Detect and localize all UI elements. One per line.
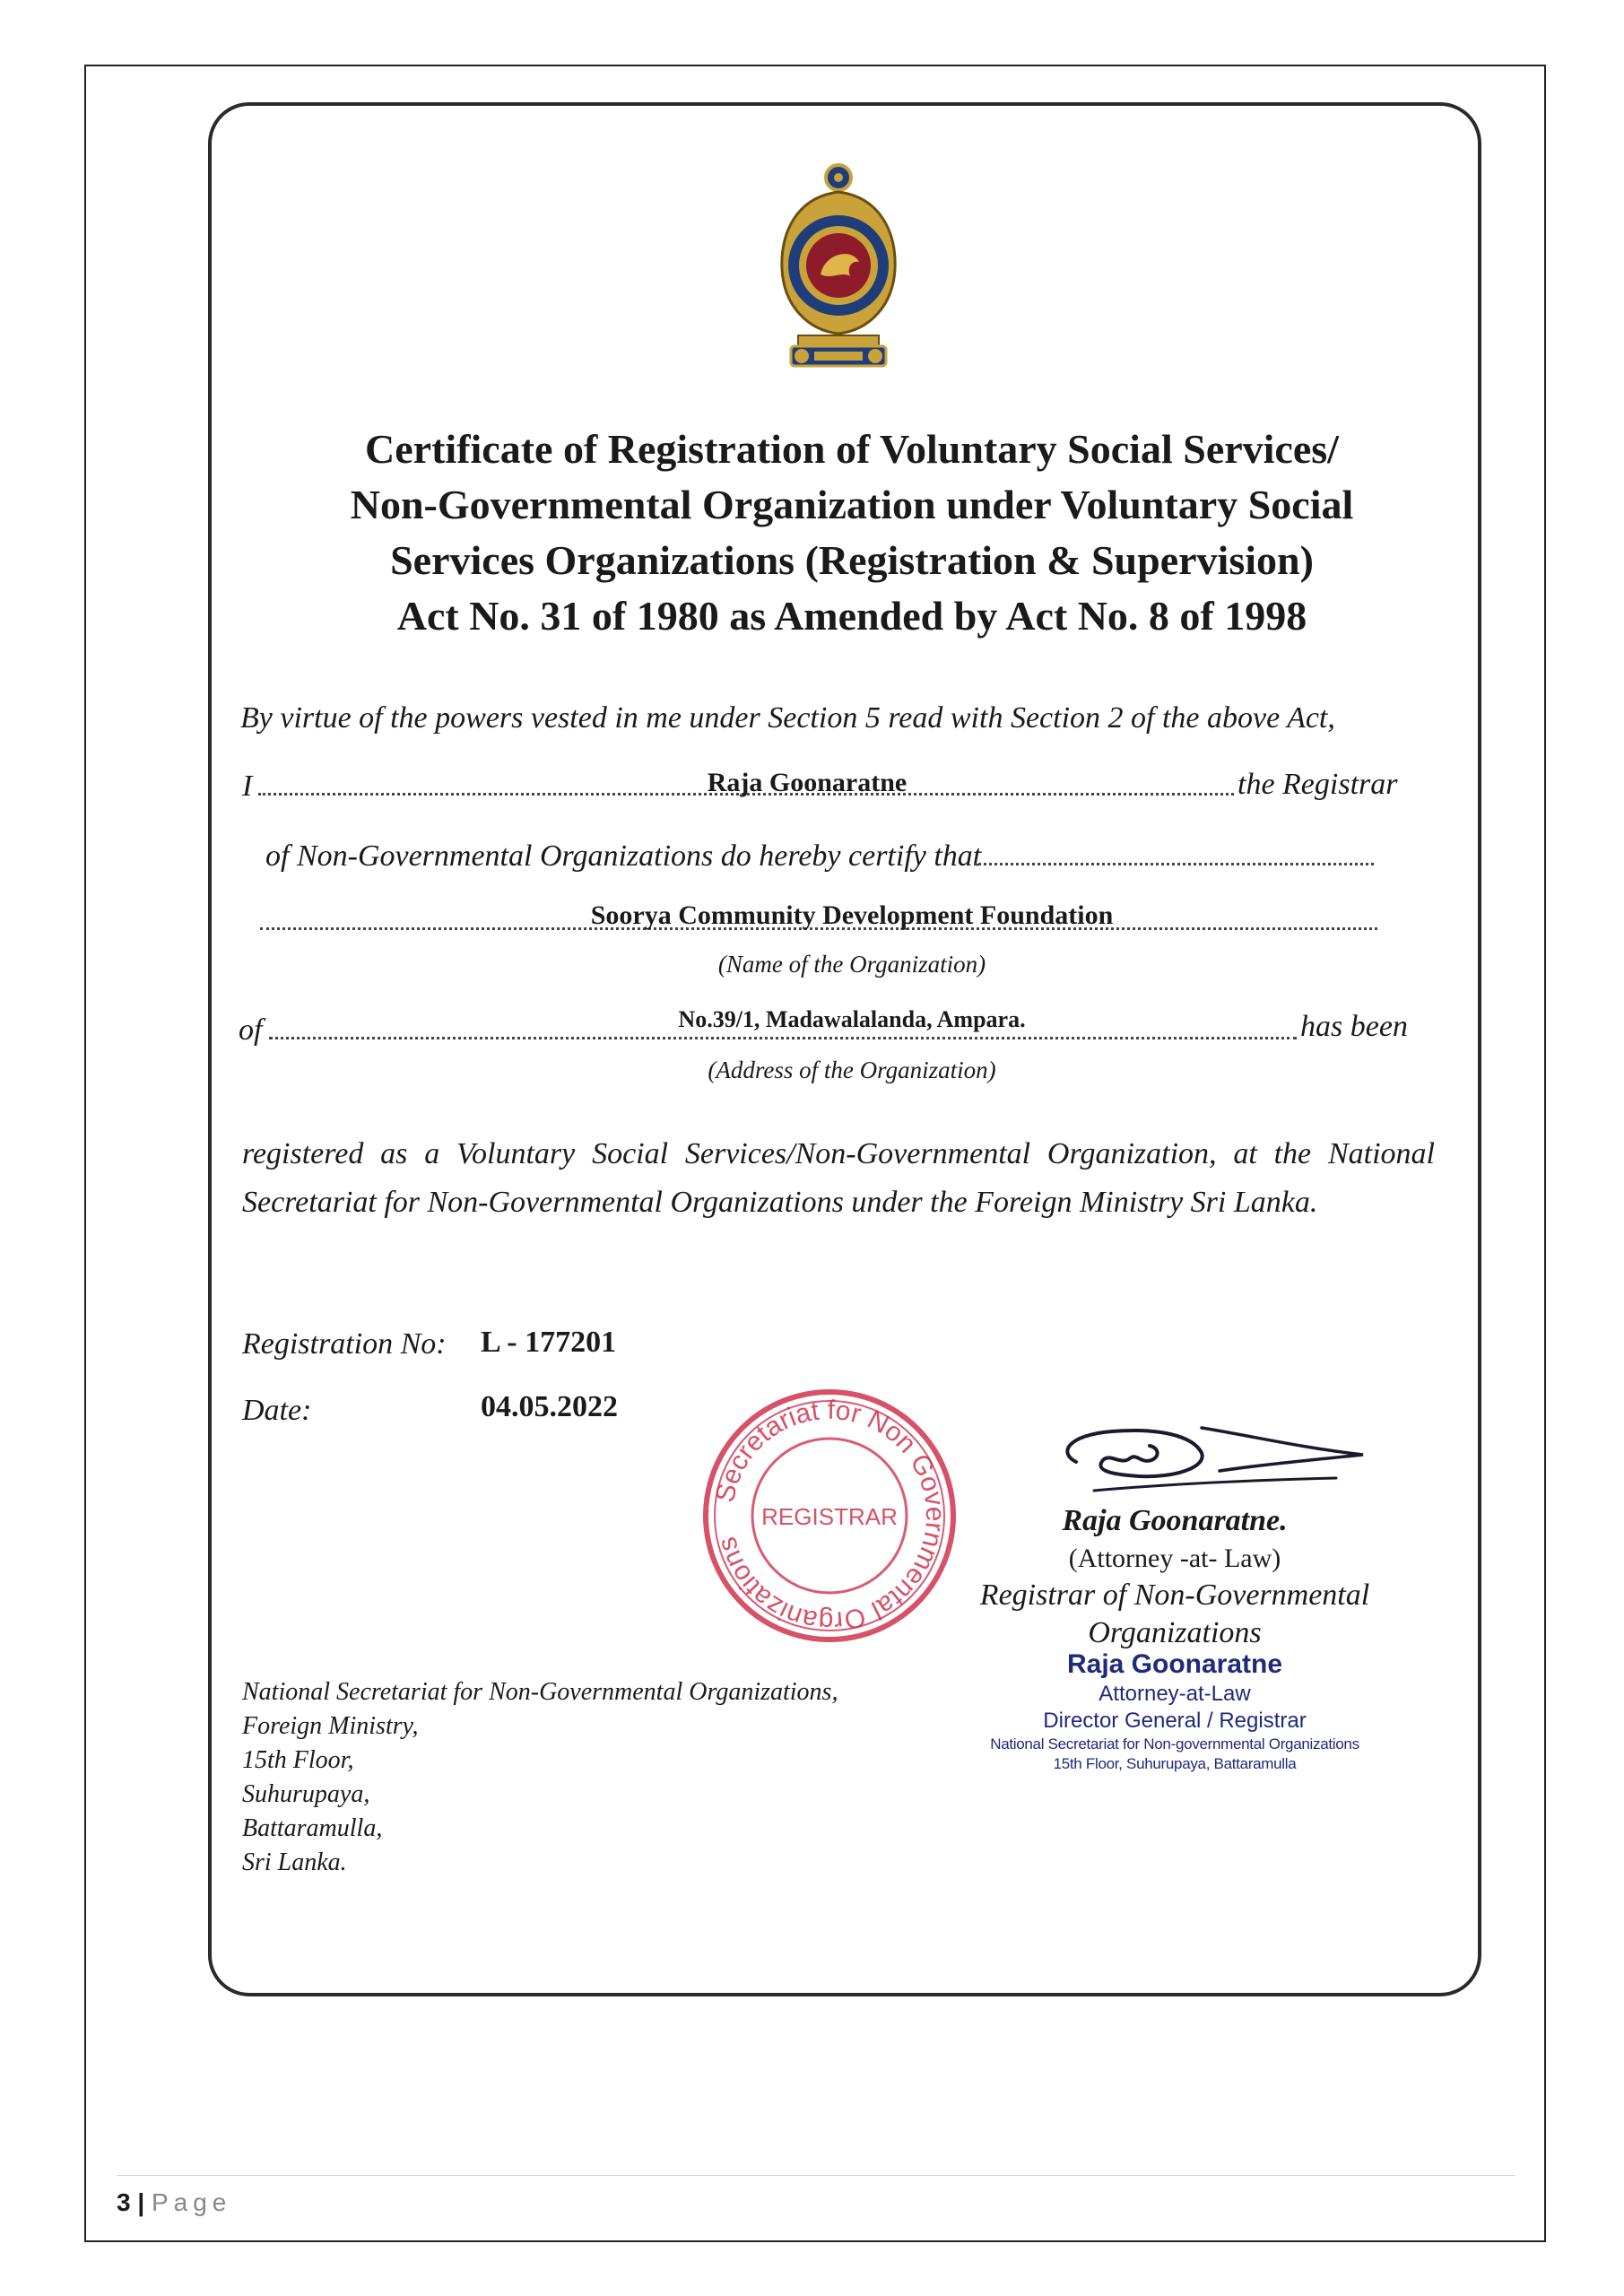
address-line: Foreign Ministry, <box>242 1712 419 1740</box>
address-line: Battaramulla, <box>242 1814 383 1842</box>
registrar-suffix: the Registrar <box>1238 768 1398 801</box>
address-line: National Secretariat for Non-Governmental Organizations, <box>242 1678 838 1706</box>
signer-role: Registrar of Non-Governmental <box>979 1578 1370 1612</box>
title-line: Non-Governmental Organization under Voluntary Social <box>350 482 1354 527</box>
registered-text-line1: registered as a Voluntary Social Services/Non-Governmental Organization, at the National <box>242 1137 1435 1170</box>
i-prefix: I <box>242 770 253 803</box>
certificate-title <box>269 422 1435 644</box>
organization-name-field: Soorya Community Development Foundation <box>590 900 1114 930</box>
stamp-center-text: REGISTRAR <box>761 1503 898 1530</box>
signer-role-cont: Organizations <box>1088 1616 1262 1649</box>
address-line: Sri Lanka. <box>242 1848 347 1876</box>
stamp-ring-text: Secretariat for Non Governmental Organizations <box>710 1395 951 1637</box>
footer-divider <box>117 2175 1515 2176</box>
of-prefix: of <box>239 1013 263 1047</box>
registration-number: L - 177201 <box>481 1326 617 1359</box>
page-word: Page <box>151 2188 232 2216</box>
page-number: 3 <box>117 2188 131 2216</box>
date-label: Date: <box>242 1394 312 1427</box>
ink-stamp-line4: 15th Floor, Suhurupaya, Battaramulla <box>1053 1755 1297 1772</box>
dotted-line <box>974 863 1374 865</box>
address-line: Suhurupaya, <box>242 1780 370 1808</box>
title-line: Certificate of Registration of Voluntary Social Services/ <box>365 426 1339 472</box>
dotted-line <box>269 1037 1297 1039</box>
registration-date: 04.05.2022 <box>481 1390 618 1423</box>
ink-stamp-line3: National Secretariat for Non-governmental Organizations <box>990 1735 1359 1752</box>
page-footer <box>117 2188 231 2217</box>
signer-name: Raja Goonaratne. <box>1062 1504 1288 1537</box>
secretariat-address <box>242 1675 838 1880</box>
registered-text-line2: Secretariat for Non-Governmental Organizations under the Foreign Ministry Sri Lanka. <box>242 1186 1318 1219</box>
registration-label: Registration No: <box>242 1327 447 1361</box>
title-line: Act No. 31 of 1980 as Amended by Act No. 8 of 1998 <box>396 593 1307 639</box>
organization-address-field: No.39/1, Madawalalanda, Ampara. <box>678 1006 1026 1032</box>
footer-separator: | <box>137 2188 145 2216</box>
ink-stamp-line1: Attorney-at-Law <box>1099 1682 1251 1706</box>
official-ink-stamp <box>977 1648 1372 1774</box>
signer-title: (Attorney -at- Law) <box>1068 1544 1281 1573</box>
organization-name-caption: (Name of the Organization) <box>717 951 986 978</box>
registrar-seal-stamp <box>699 1386 960 1646</box>
title-line: Services Organizations (Registration & Supervision) <box>390 537 1314 583</box>
signature-icon <box>1040 1408 1372 1507</box>
registrar-name-field: Raja Goonaratne <box>707 768 908 797</box>
ink-stamp-name: Raja Goonaratne <box>1066 1649 1283 1679</box>
national-emblem-icon <box>771 161 906 377</box>
intro-text: By virtue of the powers vested in me under Section 5 read with Section 2 of the above Act, <box>240 701 1335 735</box>
certify-text: of Non-Governmental Organizations do hereby certify that <box>265 839 982 873</box>
organization-address-caption: (Address of the Organization) <box>708 1057 996 1083</box>
address-line: 15th Floor, <box>242 1746 354 1774</box>
signer-block <box>977 1501 1372 1652</box>
has-been-text: has been <box>1300 1010 1408 1043</box>
ink-stamp-line2: Director General / Registrar <box>1043 1709 1307 1733</box>
